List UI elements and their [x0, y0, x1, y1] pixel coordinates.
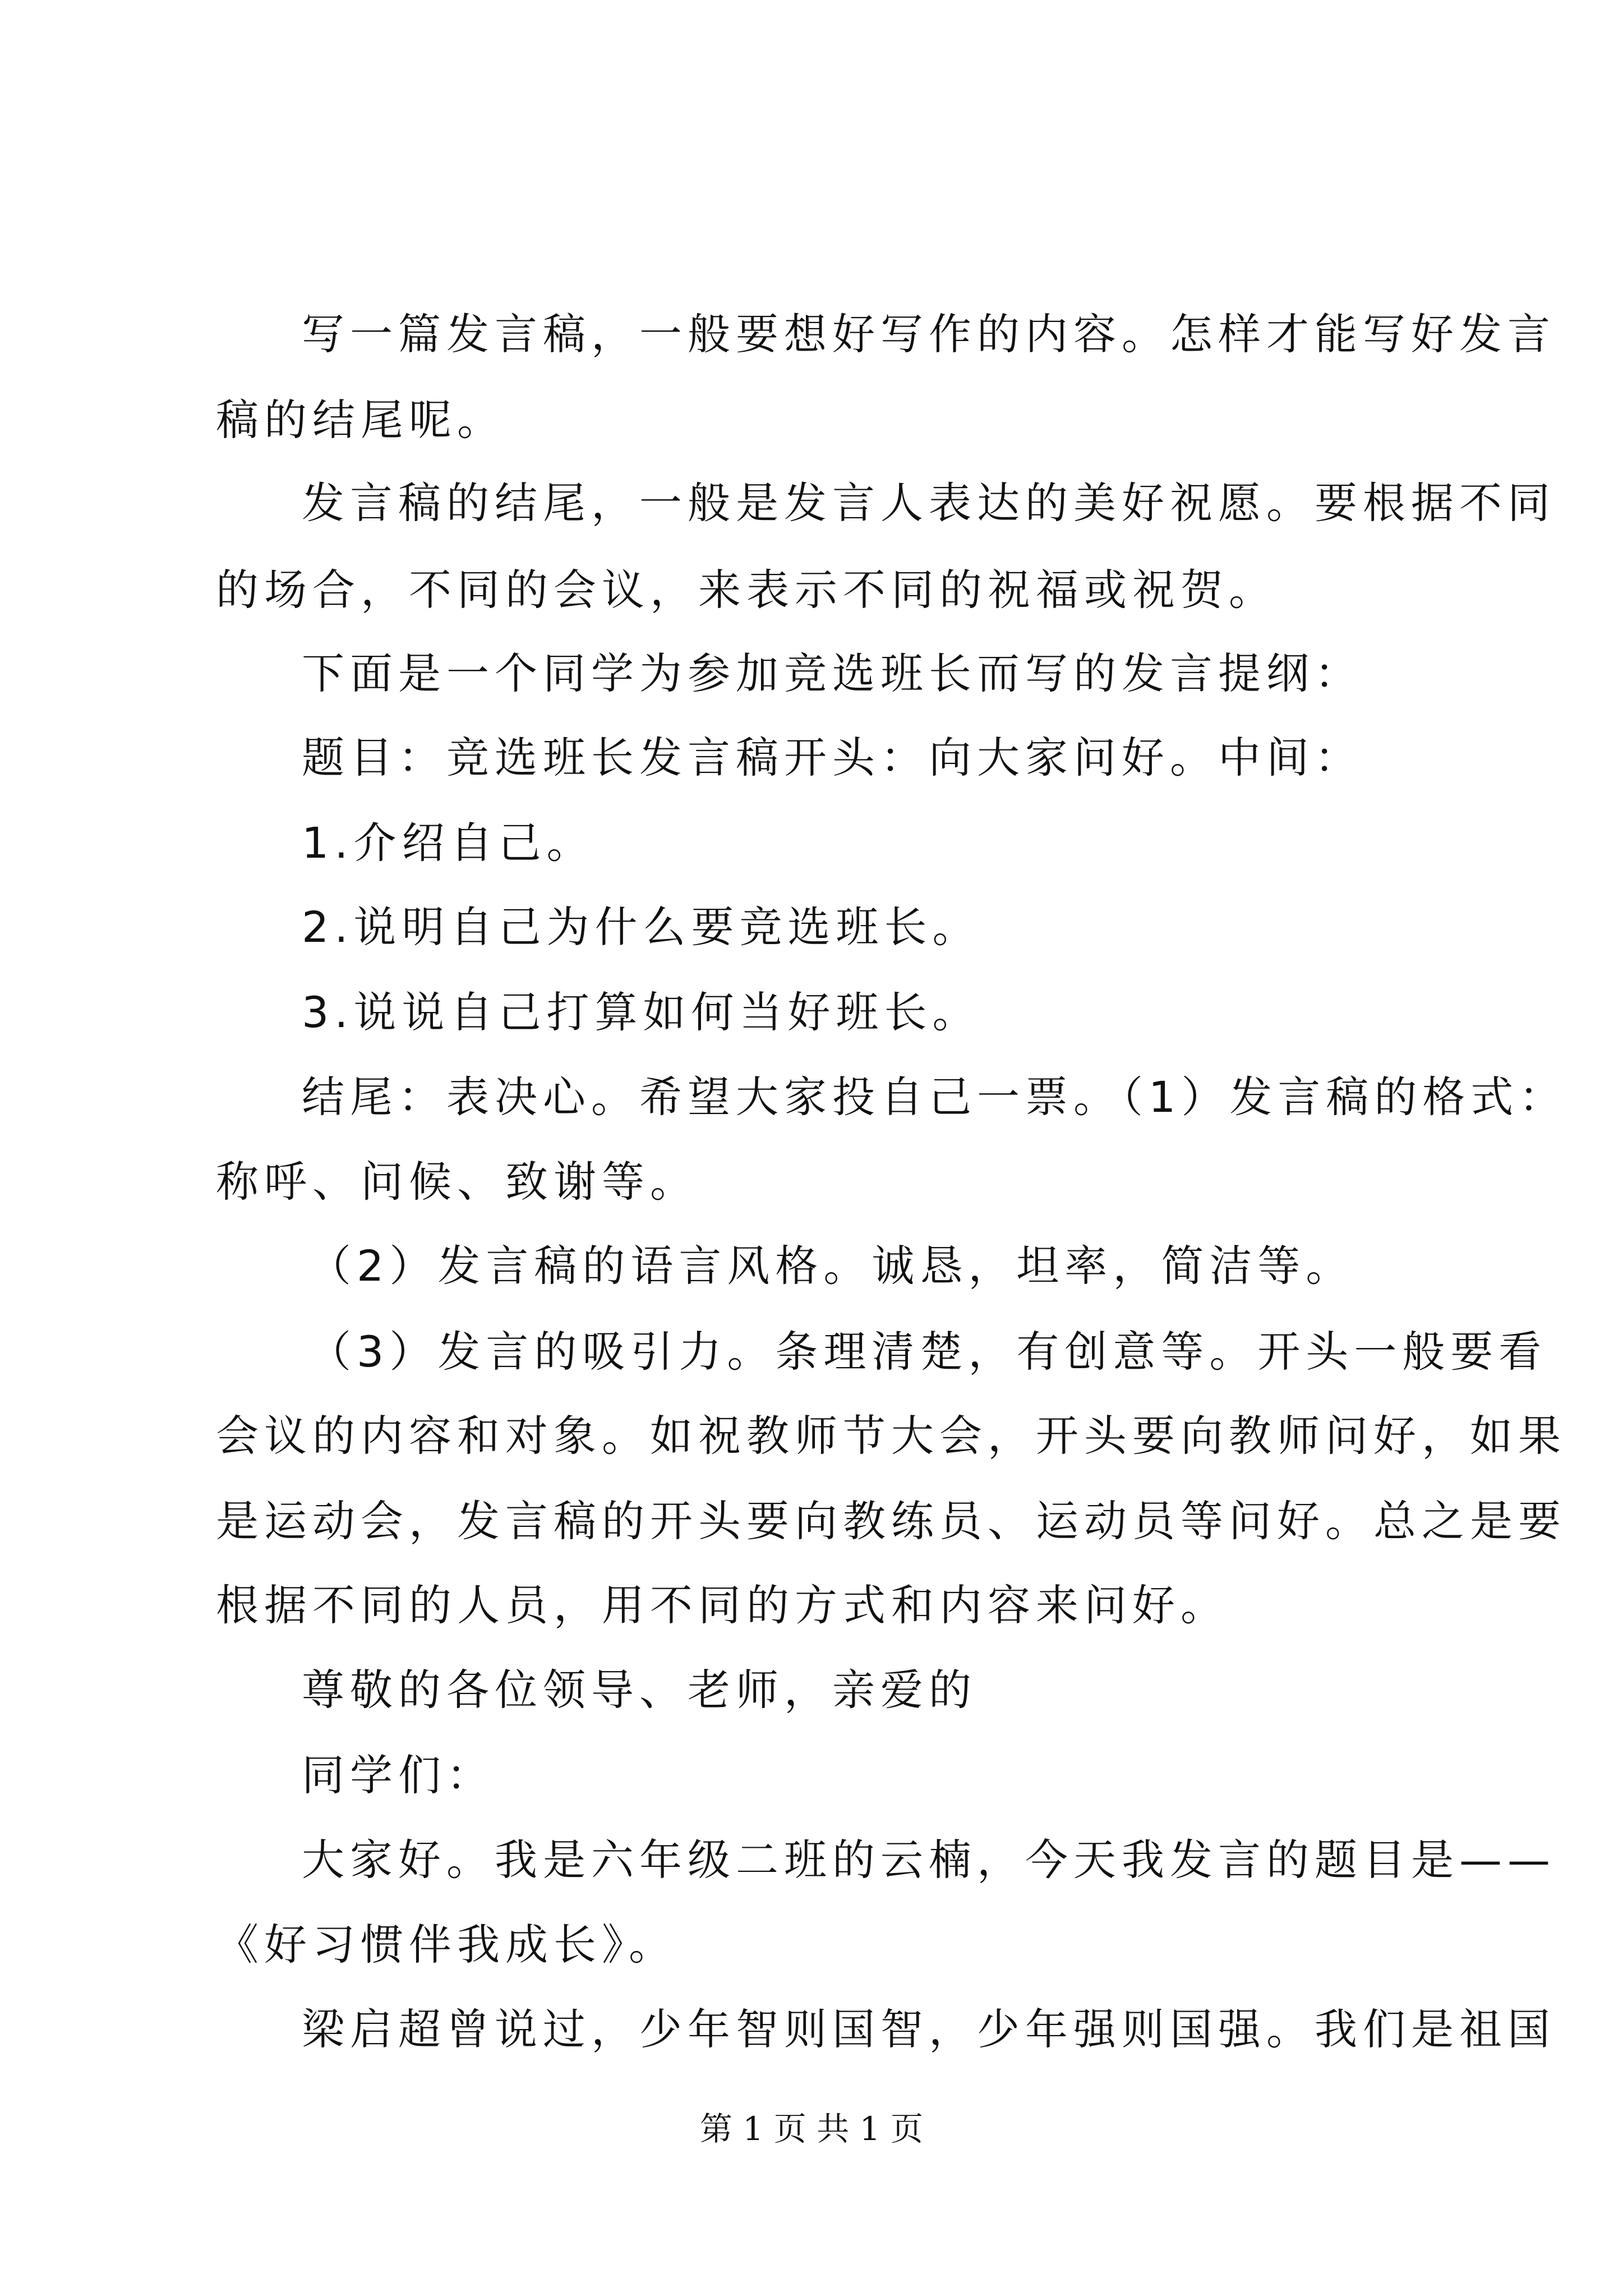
text-line-18: 同学们：: [302, 1750, 495, 1800]
text-line-7: 1.介绍自己。: [302, 818, 595, 868]
text-line-2: 稿的结尾呢。: [216, 395, 505, 445]
text-line-5: 下面是一个同学为参加竞选班长而写的发言提纲：: [302, 648, 1363, 698]
text-line-19: 大家好。我是六年级二班的云楠，今天我发言的题目是——: [302, 1835, 1556, 1885]
text-line-12: （2）发言稿的语言风格。诚恳，坦率，简洁等。: [308, 1241, 1354, 1291]
text-line-6: 题目：竞选班长发言稿开头：向大家问好。中间：: [302, 733, 1363, 783]
text-line-21: 梁启超曾说过，少年智则国智，少年强则国强。我们是祖国: [302, 2004, 1556, 2054]
text-line-17: 尊敬的各位领导、老师，亲爱的: [302, 1665, 977, 1715]
text-line-9: 3.说说自己打算如何当好班长。: [302, 987, 981, 1037]
text-line-11: 称呼、问候、致谢等。: [216, 1157, 698, 1207]
text-line-15: 是运动会，发言稿的开头要向教练员、运动员等问好。总之是要: [216, 1496, 1566, 1546]
text-line-8: 2.说明自己为什么要竞选班长。: [302, 902, 981, 952]
text-line-20: 《好习惯伴我成长》。: [216, 1920, 677, 1970]
text-line-10: 结尾：表决心。希望大家投自己一票。（1）发言稿的格式：: [302, 1072, 1567, 1122]
text-line-1: 写一篇发言稿，一般要想好写作的内容。怎样才能写好发言: [302, 309, 1556, 359]
text-line-16: 根据不同的人员，用不同的方式和内容来问好。: [216, 1580, 1229, 1630]
text-line-3: 发言稿的结尾，一般是发言人表达的美好祝愿。要根据不同: [302, 478, 1556, 528]
text-line-4: 的场合，不同的会议，来表示不同的祝福或祝贺。: [216, 565, 1277, 615]
text-line-14: 会议的内容和对象。如祝教师节大会，开头要向教师问好，如果: [216, 1411, 1566, 1461]
page-number-footer: 第 1 页 共 1 页: [700, 2110, 923, 2148]
text-line-13: （3）发言的吸引力。条理清楚，有创意等。开头一般要看: [308, 1327, 1547, 1377]
